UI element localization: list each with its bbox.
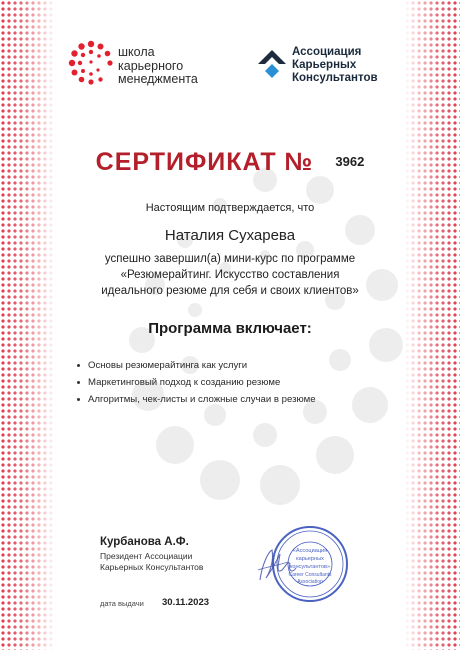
recipient-name: Наталия Сухарева xyxy=(164,227,296,244)
issue-date-label: дата выдачи xyxy=(100,599,144,608)
certificate-title-text: СЕРТИФИКАТ № xyxy=(95,148,314,176)
association-logo-text xyxy=(292,46,378,85)
issue-date: 30.11.2023 xyxy=(162,597,210,608)
school-logo-text xyxy=(118,46,198,87)
program-title: Программа включает: xyxy=(148,320,312,337)
signatory-name: Курбанова А.Ф. xyxy=(100,536,189,548)
course-line: идеального резюме для себя и своих клиентов» xyxy=(101,285,359,297)
program-list xyxy=(75,357,316,408)
signatory-role-line: Президент Ассоциации xyxy=(100,551,193,561)
svg-text:Association: Association xyxy=(297,579,323,585)
signatory-role xyxy=(100,551,203,573)
program-item: Маркетинговый подход к созданию резюме xyxy=(75,374,316,391)
certificate-title xyxy=(0,148,460,177)
association-logo-chevron-icon xyxy=(256,48,288,80)
certificate-number: 3962 xyxy=(335,154,365,169)
school-logo-dots-icon xyxy=(68,40,114,86)
association-logo-line: Консультантов xyxy=(292,72,378,84)
association-logo-line: Ассоциация xyxy=(292,46,362,58)
course-line: «Резюмерайтинг. Искусство составления xyxy=(120,269,340,281)
school-logo-line: школа xyxy=(118,45,155,59)
signature-image xyxy=(252,540,300,590)
school-logo-line: менеджмента xyxy=(118,72,198,86)
confirmation-text: Настоящим подтверждается, что xyxy=(145,202,315,214)
association-logo-line: Карьерных xyxy=(292,59,357,71)
association-logo xyxy=(256,46,406,90)
program-item: Алгоритмы, чек-листы и сложные случаи в резюме xyxy=(75,391,316,408)
svg-text:консультантов»: консультантов» xyxy=(289,564,331,570)
course-line: успешно завершил(а) мини-курс по программе xyxy=(104,253,356,265)
svg-text:«Ассоциация: «Ассоциация xyxy=(292,548,328,554)
course-description xyxy=(0,251,460,299)
school-logo xyxy=(68,40,218,92)
svg-text:карьерных: карьерных xyxy=(296,556,324,562)
program-item: Основы резюмерайтинга как услуги xyxy=(75,357,316,374)
signatory-role-line: Карьерных Консультантов xyxy=(100,562,204,572)
school-logo-line: карьерного xyxy=(118,58,184,73)
svg-text:Career Consultants: Career Consultants xyxy=(288,572,332,578)
